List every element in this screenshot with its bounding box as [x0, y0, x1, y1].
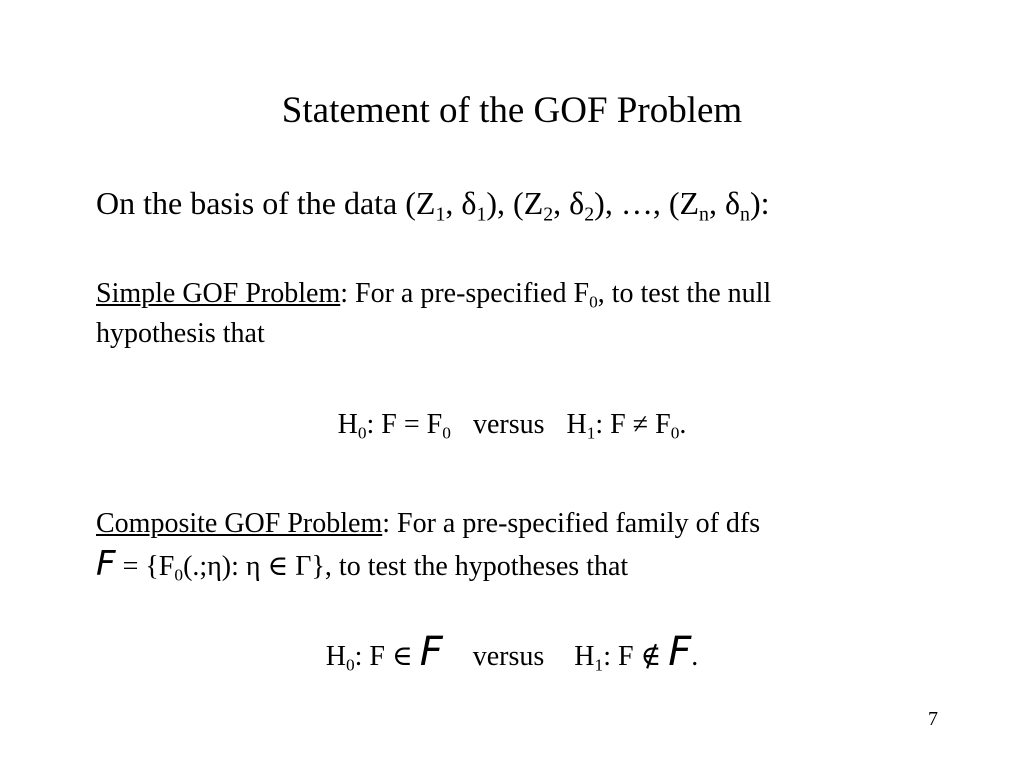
composite-gof-line-1: Composite GOF Problem: For a pre-specified family of dfs: [96, 508, 761, 539]
slide-title: Statement of the GOF Problem: [281, 90, 743, 131]
simple-hypotheses: $H_0$: $F = F_0$ versus $H_1$: $F \ne F_0$.: [337, 409, 687, 443]
simple-gof-line-2: hypothesis that: [96, 318, 265, 349]
simple-gof-heading: Simple GOF Problem: [96, 278, 341, 309]
page-number: 7: [928, 708, 938, 730]
composite-gof-line-2: $F = \{F_0(.;\eta)$: η ∈ Γ}, to test the hypotheses that: [96, 544, 629, 585]
family-symbol: F: [668, 629, 692, 675]
family-symbol: F: [419, 629, 443, 675]
simple-gof-line-1: Simple GOF Problem: For a pre-specified $F_0$, to test the null: [96, 278, 772, 312]
composite-gof-heading: Composite GOF Problem: [96, 508, 383, 539]
composite-hypotheses: $H_0$: F ∈ F versus $H_1$: F ∉ F.: [325, 629, 699, 675]
data-basis-line: On the basis of the data ($Z_1$, $\delta_1$), ($Z_2$, $\delta_2$), …, ($Z_n$, $\delta_n$):: [96, 185, 770, 226]
family-symbol: F: [96, 544, 116, 584]
